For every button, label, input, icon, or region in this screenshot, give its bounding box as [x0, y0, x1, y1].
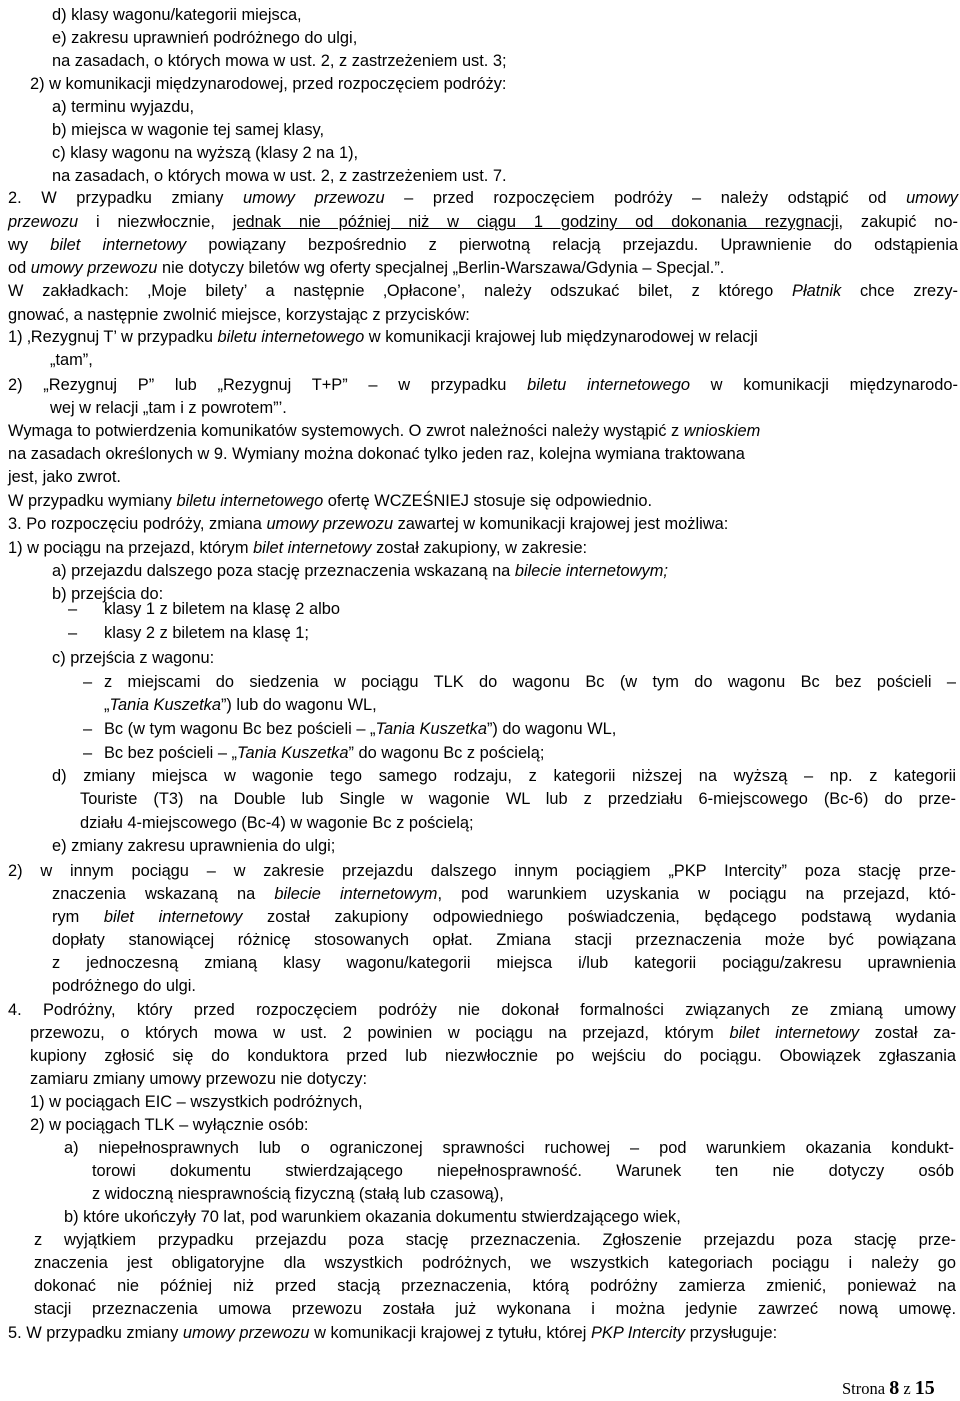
text-segment: 2) w innym pociągu – w zakresie przejazdu dalszego innym pociągiem „PKP Intercity” poza stację prze-	[8, 862, 956, 880]
bullet-dash: –	[83, 744, 93, 762]
text-segment: ”) do wagonu WL,	[486, 720, 617, 738]
text-line	[52, 929, 956, 951]
text-line	[8, 537, 587, 559]
text-segment: ofertę WCZEŚNIEJ stosuje się odpowiednio.	[323, 492, 653, 510]
text-segment: wy	[8, 236, 51, 254]
text-segment: a) przejazdu dalszego poza stację przeznaczenia wskazaną na	[52, 562, 515, 580]
page-separator: z	[903, 1379, 911, 1398]
text-segment: w komunikacji krajowej z tytułu, której	[309, 1324, 591, 1342]
italic-term: umowy przewozu	[242, 189, 385, 207]
italic-term: przewozu	[8, 213, 79, 231]
text-line	[50, 349, 93, 371]
text-segment: dopłaty stanowiącej różnicę stosowanych opłat. Zmiana stacji przeznaczenia może być powiązana	[52, 931, 956, 949]
text-segment: 2) w komunikacji międzynarodowej, przed rozpoczęciem podróży:	[30, 75, 507, 93]
italic-term: bilet internetowy	[50, 236, 187, 254]
text-segment: kupiony zgłosić się do konduktora przed lub niezwłocznie po wejściu do pociągu. Obowiązek zgłaszania	[30, 1047, 956, 1065]
text-segment: 1) ‚Rezygnuj T’ w przypadku	[8, 328, 218, 346]
text-line	[92, 1160, 954, 1182]
text-line	[104, 694, 377, 716]
text-line	[8, 326, 758, 348]
text-segment: z wyjątkiem przypadku przejazdu poza stację przeznaczenia. Zgłoszenie przejazdu poza stację prze-	[34, 1231, 956, 1249]
text-segment: klasy 2 z biletem na klasę 1;	[104, 624, 309, 642]
text-segment: torowi dokumentu stwierdzającego niepełnosprawność. Warunek ten nie dotyczy osób	[92, 1162, 954, 1180]
text-segment: gnować, a następnie zwolnić miejsce, korzystając z przycisków:	[8, 306, 470, 324]
text-segment: a) niepełnosprawnych lub o ograniczonej sprawności ruchowej – pod warunkiem okazania kondukt-	[64, 1139, 954, 1157]
text-line	[8, 420, 760, 442]
text-segment: z widoczną niesprawnością fizyczną (stałą lub czasową),	[92, 1185, 504, 1203]
italic-term: wnioskiem	[683, 422, 761, 440]
italic-term: Tania Kuszetka	[109, 696, 221, 714]
text-segment: w komunikacji krajowej lub międzynarodowej w relacji	[364, 328, 758, 346]
text-line	[50, 397, 287, 419]
text-line	[8, 234, 958, 256]
text-line	[104, 598, 340, 620]
text-segment: c) przejścia z wagonu:	[52, 649, 215, 667]
text-line	[8, 257, 724, 279]
text-segment: chce zrezy-	[841, 282, 958, 300]
text-line	[52, 835, 335, 857]
text-segment: podróżnego do ulgi.	[52, 977, 196, 995]
text-segment: 2) w pociągach TLK – wyłącznie osób:	[30, 1116, 309, 1134]
text-line	[8, 304, 470, 326]
page-number: 8	[889, 1377, 900, 1399]
page-total: 15	[914, 1377, 935, 1399]
text-line	[52, 883, 956, 905]
text-segment: W zakładkach: ‚Moje bilety’ a następnie ‚Opłacone’, należy odszukać bilet, z którego	[8, 282, 793, 300]
text-segment: 2. W przypadku zmiany	[8, 189, 243, 207]
text-segment: Bc bez pościeli – „	[104, 744, 238, 762]
text-segment: 5. W przypadku zmiany	[8, 1324, 183, 1342]
text-segment: b) które ukończyły 70 lat, pod warunkiem okazania dokumentu stwierdzającego wiek,	[64, 1208, 681, 1226]
text-line	[80, 788, 956, 810]
text-line	[52, 975, 196, 997]
italic-term: bilecie internetowym	[274, 885, 438, 903]
text-line	[30, 1114, 309, 1136]
text-line	[104, 718, 616, 740]
bullet-dash: –	[83, 720, 93, 738]
text-segment: , pod warunkiem uzyskania w pociągu na przejazd, któ-	[437, 885, 956, 903]
underlined-text: jednak nie później niż w ciągu 1 godziny od dokonania rezygnacji	[232, 213, 839, 231]
text-line	[52, 952, 956, 974]
text-segment: stacji przeznaczenia umowa przewozu została już wykonana i można jedynie zawrzeć nową umowę.	[34, 1300, 956, 1318]
text-segment: działu 4-miejscowego (Bc-4) w wagonie Bc z pościelą;	[80, 814, 474, 832]
text-segment: znaczenia wskazaną na	[52, 885, 275, 903]
text-segment: zawartej w komunikacji krajowej jest możliwa:	[393, 515, 729, 533]
text-segment: i niezwłocznie,	[78, 213, 233, 231]
text-line	[52, 4, 302, 26]
italic-term: bilet internetowy	[103, 908, 243, 926]
text-segment: został zakupiony, w zakresie:	[371, 539, 588, 557]
text-line	[8, 187, 958, 209]
text-segment: ” do wagonu Bc z pościelą;	[348, 744, 545, 762]
text-line	[30, 1022, 956, 1044]
text-segment: b) przejścia do:	[52, 585, 164, 603]
text-line	[104, 671, 956, 693]
italic-term: biletu internetowego	[527, 376, 690, 394]
text-segment: jest, jako zwrot.	[8, 468, 121, 486]
text-line	[64, 1206, 681, 1228]
text-line	[52, 96, 194, 118]
text-segment: Touriste (T3) na Double lub Single w wagonie WL lub z przedziału 6-miejscowego (Bc-6) do prze-	[80, 790, 956, 808]
italic-term: bilecie internetowym;	[514, 562, 668, 580]
bullet-dash: –	[83, 673, 93, 691]
text-segment: dokonać nie później niż przed stacją przeznaczenia, którą podróżny zamierza zmienić, ponieważ na	[34, 1277, 956, 1295]
text-segment: e) zakresu uprawnień podróżnego do ulgi,	[52, 29, 358, 47]
text-line	[52, 560, 668, 582]
page-footer	[842, 1378, 935, 1399]
text-segment: powiązany bezpośrednio z pierwotną relacją przejazdu. Uprawnienie do odstąpienia	[186, 236, 958, 254]
text-line	[52, 119, 324, 141]
text-segment: rym	[52, 908, 104, 926]
text-line	[8, 466, 121, 488]
text-segment: został za-	[859, 1024, 956, 1042]
bullet-dash: –	[68, 600, 78, 618]
text-segment: , zakupić no-	[838, 213, 958, 231]
text-line	[34, 1298, 956, 1320]
text-segment: ”) lub do wagonu WL,	[220, 696, 377, 714]
text-segment: w komunikacji międzynarodo-	[689, 376, 958, 394]
text-line	[30, 73, 506, 95]
text-line	[52, 765, 956, 787]
italic-term: bilet internetowy	[253, 539, 372, 557]
text-segment: b) miejsca w wagonie tej samej klasy,	[52, 121, 325, 139]
text-line	[8, 211, 958, 233]
text-segment: wej w relacji „tam i z powrotem”’.	[50, 399, 287, 417]
text-segment: zamiaru zmiany umowy przewozu nie dotyczy:	[30, 1070, 368, 1088]
text-segment: został zakupiony odpowiedniego poświadczenia, będącego podstawą wydania	[242, 908, 956, 926]
text-segment: od	[8, 259, 31, 277]
text-line	[8, 490, 652, 512]
text-line	[34, 1229, 956, 1251]
text-line	[8, 374, 958, 396]
text-segment: „tam”,	[50, 351, 93, 369]
text-segment: a) terminu wyjazdu,	[52, 98, 195, 116]
text-segment: 2) „Rezygnuj P” lub „Rezygnuj T+P” – w przypadku	[8, 376, 528, 394]
text-line	[8, 860, 956, 882]
text-line	[34, 1275, 956, 1297]
italic-term: umowy przewozu	[182, 1324, 310, 1342]
text-line	[52, 27, 357, 49]
italic-term: umowy przewozu	[30, 259, 158, 277]
text-segment: na zasadach, o których mowa w ust. 2, z zastrzeżeniem ust. 7.	[52, 167, 507, 185]
text-line	[104, 742, 544, 764]
text-line	[52, 647, 214, 669]
text-segment: – przed rozpoczęciem podróży – należy odstąpić od	[384, 189, 907, 207]
text-segment: klasy 1 z biletem na klasę 2 albo	[104, 600, 340, 618]
text-segment: c) klasy wagonu na wyższą (klasy 2 na 1),	[52, 144, 359, 162]
italic-term: umowy	[906, 189, 958, 207]
text-segment: 4. Podróżny, który przed rozpoczęciem podróży nie dokonał formalności związanych ze zmianą umowy	[8, 1001, 956, 1019]
text-segment: d) klasy wagonu/kategorii miejsca,	[52, 6, 302, 24]
text-line	[64, 1137, 954, 1159]
italic-term: Płatnik	[792, 282, 842, 300]
italic-term: umowy przewozu	[266, 515, 394, 533]
text-segment: „	[104, 696, 110, 714]
text-line	[30, 1091, 363, 1113]
text-line	[92, 1183, 504, 1205]
text-line	[30, 1068, 367, 1090]
text-segment: przysługuje:	[685, 1324, 778, 1342]
text-segment: 1) w pociągu na przejazd, którym	[8, 539, 254, 557]
text-segment: Wymaga to potwierdzenia komunikatów systemowych. O zwrot należności należy wystąpić z	[8, 422, 684, 440]
italic-term: Tania Kuszetka	[237, 744, 349, 762]
text-line	[52, 50, 507, 72]
text-segment: nie dotyczy biletów wg oferty specjalnej „Berlin-Warszawa/Gdynia – Specjal.”.	[157, 259, 725, 277]
page-label: Strona	[842, 1379, 886, 1398]
text-segment: Bc (w tym wagonu Bc bez pościeli – „	[104, 720, 376, 738]
italic-term: PKP Intercity	[591, 1324, 686, 1342]
italic-term: biletu internetowego	[176, 492, 324, 510]
text-segment: znaczenia jest obligatoryjne dla wszystkich podróżnych, we wszystkich kategoriach pociągu i należy go	[34, 1254, 956, 1272]
text-segment: na zasadach, o których mowa w ust. 2, z zastrzeżeniem ust. 3;	[52, 52, 507, 70]
text-line	[80, 812, 474, 834]
text-line	[34, 1252, 956, 1274]
text-segment: z miejscami do siedzenia w pociągu TLK do wagonu Bc (w tym do wagonu Bc bez pościeli –	[104, 673, 956, 691]
text-line	[52, 906, 956, 928]
text-segment: na zasadach określonych w 9. Wymiany można dokonać tylko jeden raz, kolejna wymiana traktowana	[8, 445, 745, 463]
text-line	[8, 280, 958, 302]
text-segment: W przypadku wymiany	[8, 492, 177, 510]
text-line	[52, 165, 507, 187]
italic-term: Tania Kuszetka	[375, 720, 487, 738]
italic-term: biletu internetowego	[217, 328, 365, 346]
text-line	[8, 443, 745, 465]
text-segment: d) zmiany miejsca w wagonie tego samego rodzaju, z kategorii niższej na wyższą – np. z kategorii	[52, 767, 956, 785]
text-segment: z jednoczesną zmianą klasy wagonu/kategorii miejsca i/lub kategorii pociągu/zakresu uprawnienia	[52, 954, 956, 972]
bullet-dash: –	[68, 624, 78, 642]
text-line	[8, 999, 956, 1021]
text-segment: 3. Po rozpoczęciu podróży, zmiana	[8, 515, 267, 533]
text-line	[30, 1045, 956, 1067]
italic-term: bilet internetowy	[729, 1024, 860, 1042]
text-line	[8, 1322, 777, 1344]
text-segment: przewozu, o których mowa w ust. 2 powinien w pociągu na przejazd, którym	[30, 1024, 730, 1042]
text-line	[104, 622, 309, 644]
text-line	[52, 142, 358, 164]
text-segment: 1) w pociągach EIC – wszystkich podróżnych,	[30, 1093, 363, 1111]
text-segment: e) zmiany zakresu uprawnienia do ulgi;	[52, 837, 336, 855]
text-line	[8, 513, 728, 535]
